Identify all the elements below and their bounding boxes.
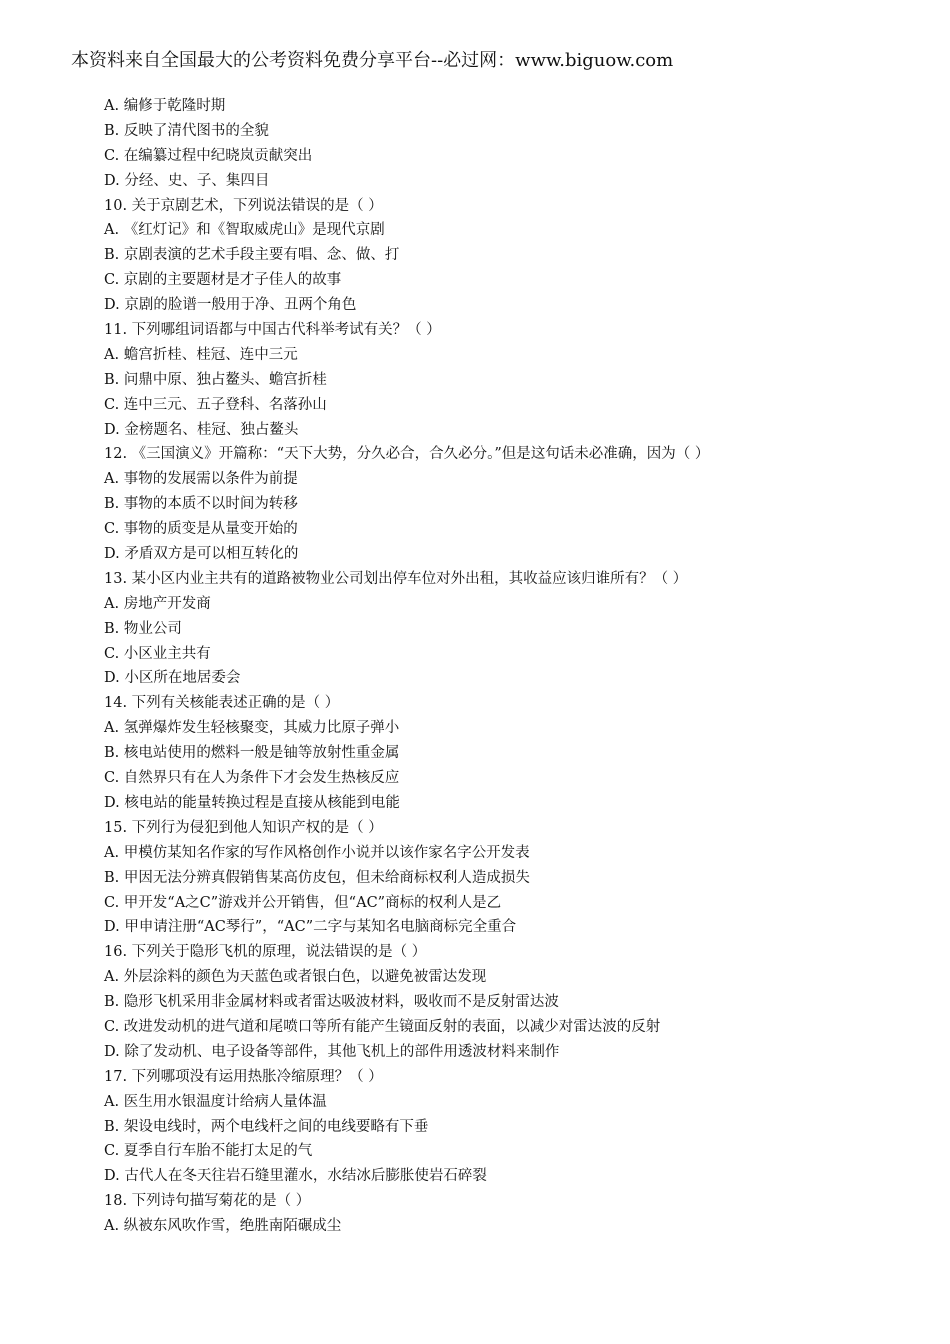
question-line: 16. 下列关于隐形飞机的原理，说法错误的是（ ） — [104, 944, 427, 961]
option-line: D. 小区所在地居委会 — [104, 670, 241, 687]
option-line: A. 医生用水银温度计给病人量体温 — [104, 1093, 327, 1110]
question-line: 18. 下列诗句描写菊花的是（ ） — [104, 1193, 311, 1210]
option-line: B. 事物的本质不以时间为转移 — [104, 496, 298, 513]
option-line: C. 夏季自行车胎不能打太足的气 — [104, 1143, 313, 1160]
page-header: 本资料来自全国最大的公考资料免费分享平台--必过网：www.biguow.com — [71, 50, 674, 71]
option-line: B. 反映了清代图书的全貌 — [104, 122, 269, 139]
option-line: C. 在编纂过程中纪晓岚贡献突出 — [104, 147, 313, 164]
option-line: C. 小区业主共有 — [104, 645, 211, 662]
question-line: 10. 关于京剧艺术，下列说法错误的是（ ） — [104, 197, 383, 214]
option-line: D. 矛盾双方是可以相互转化的 — [104, 546, 299, 563]
option-line: C. 事物的质变是从量变开始的 — [104, 521, 298, 538]
option-line: B. 架设电线时，两个电线杆之间的电线要略有下垂 — [104, 1118, 429, 1135]
option-line: D. 除了发动机、电子设备等部件，其他飞机上的部件用透波材料来制作 — [104, 1043, 560, 1060]
option-line: B. 物业公司 — [104, 620, 182, 637]
option-line: A. 房地产开发商 — [104, 595, 211, 612]
option-line: A. 外层涂料的颜色为天蓝色或者银白色，以避免被雷达发现 — [104, 969, 487, 986]
option-line: C. 连中三元、五子登科、名落孙山 — [104, 396, 327, 413]
option-line: B. 隐形飞机采用非金属材料或者雷达吸波材料，吸收而不是反射雷达波 — [104, 994, 559, 1011]
question-line: 14. 下列有关核能表述正确的是（ ） — [104, 695, 340, 712]
option-line: A. 事物的发展需以条件为前提 — [104, 471, 298, 488]
option-line: D. 金榜题名、桂冠、独占鳌头 — [104, 421, 299, 438]
option-line: A. 编修于乾隆时期 — [104, 98, 226, 114]
option-line: A. 纵被东风吹作雪，绝胜南陌碾成尘 — [104, 1218, 342, 1235]
option-line: D. 分经、史、子、集四目 — [104, 172, 270, 189]
option-line: C. 自然界只有在人为条件下才会发生热核反应 — [104, 770, 400, 787]
option-line: B. 京剧表演的艺术手段主要有唱、念、做、打 — [104, 247, 400, 264]
option-line: D. 甲申请注册“AC琴行”，“AC”二字与某知名电脑商标完全重合 — [104, 919, 517, 936]
option-line: D. 京剧的脸谱一般用于净、丑两个角色 — [104, 297, 357, 314]
question-line: 17. 下列哪项没有运用热胀冷缩原理？（ ） — [104, 1068, 383, 1085]
option-line: A. 氢弹爆炸发生轻核聚变，其威力比原子弹小 — [104, 720, 400, 737]
question-list — [104, 94, 924, 1239]
option-line: B. 核电站使用的燃料一般是铀等放射性重金属 — [104, 745, 400, 762]
question-line: 12. 《三国演义》开篇称：“天下大势，分久必合，合久必分。”但是这句话未必准确，因为（ ） — [104, 446, 710, 463]
option-line: A. 《红灯记》和《智取威虎山》是现代京剧 — [104, 222, 385, 239]
option-line: A. 甲模仿某知名作家的写作风格创作小说并以该作家名字公开发表 — [104, 844, 530, 861]
option-line: B. 问鼎中原、独占鳌头、蟾宫折桂 — [104, 371, 327, 388]
option-line: C. 甲开发“A之C”游戏并公开销售，但“AC”商标的权利人是乙 — [104, 894, 502, 911]
option-line: C. 改进发动机的进气道和尾喷口等所有能产生镜面反射的表面，以减少对雷达波的反射 — [104, 1018, 661, 1035]
option-line: C. 京剧的主要题材是才子佳人的故事 — [104, 272, 342, 289]
option-line: D. 核电站的能量转换过程是直接从核能到电能 — [104, 794, 400, 811]
question-line: 13. 某小区内业主共有的道路被物业公司划出停车位对外出租，其收益应该归谁所有？（ ） — [104, 570, 688, 587]
question-line: 11. 下列哪组词语都与中国古代科举考试有关？（ ） — [104, 322, 441, 339]
question-line: 15. 下列行为侵犯到他人知识产权的是（ ） — [104, 819, 383, 836]
option-line: B. 甲因无法分辨真假销售某高仿皮包，但未给商标权利人造成损失 — [104, 869, 530, 886]
option-line: D. 古代人在冬天往岩石缝里灌水，水结冰后膨胀使岩石碎裂 — [104, 1168, 487, 1185]
option-line: A. 蟾宫折桂、桂冠、连中三元 — [104, 346, 298, 363]
